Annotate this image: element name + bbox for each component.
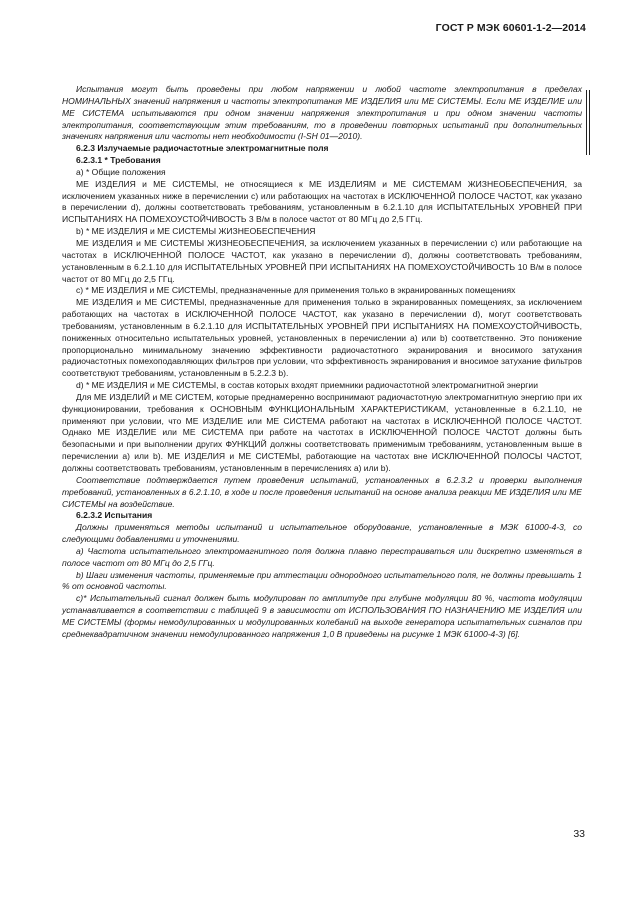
section-heading-6-2-3: 6.2.3 Излучаемые радиочастотные электромагнитные поля xyxy=(76,143,329,154)
document-code-header: ГОСТ Р МЭК 60601-1-2—2014 xyxy=(435,22,586,34)
section-heading-6-2-3-1: 6.2.3.1 * Требования xyxy=(76,155,161,166)
test-methods-paragraph: Должны применяться методы испытаний и испытательное оборудование, установленные в МЭК 61000-4-3, со следующими добавлениями и уточнениями. xyxy=(62,522,582,545)
test-item-a: а) Частота испытательного электромагнитного поля должна плавно перестраиваться или дискретно изменяться в полосе частот от 80 МГц до 2,5 ГГц. xyxy=(62,545,582,568)
page-number: 33 xyxy=(573,828,585,840)
item-b-heading: b) * МЕ ИЗДЕЛИЯ и МЕ СИСТЕМЫ ЖИЗНЕОБЕСПЕЧЕНИЯ xyxy=(76,226,316,237)
item-d-heading: d) * МЕ ИЗДЕЛИЯ и МЕ СИСТЕМЫ, в состав которых входят приемники радиочастотной электромагнитной энергии xyxy=(76,380,538,391)
item-a-heading: а) * Общие положения xyxy=(76,166,166,177)
section-heading-6-2-3-2: 6.2.3.2 Испытания xyxy=(76,510,153,521)
item-d-text: Для МЕ ИЗДЕЛИЙ и МЕ СИСТЕМ, которые преднамеренно воспринимают радиочастотную электромагнитную энергию при их функционировании, требования к ОСНОВНЫМ ФУНКЦИОНАЛЬНЫМ ХАРАКТЕРИСТИКАМ, установленные в 6.2.1.10, не применяют при условии, что МЕ ИЗДЕЛИЕ или МЕ СИСТЕМА работают на частотах в ИСКЛЮЧЕННОЙ ПОЛОСЕ ЧАСТОТ. Однако МЕ ИЗДЕЛИЕ или МЕ СИСТЕМА при работе на частотах в ИСКЛЮЧЕННОЙ ПОЛОСЕ ЧАСТОТ должны быть безопасными и при выполнении других ФУНКЦИЙ должны соответствовать применимым требованиям, установленным выше в перечислении а) или b). МЕ ИЗДЕЛИЯ и МЕ СИСТЕМЫ, работающие на частотах вне ИСКЛЮЧЕННОЙ ПОЛОСЫ ЧАСТОТ, должны соответствовать требованиям, установленным в перечислениях а) или b). xyxy=(62,391,582,473)
page-body xyxy=(62,84,582,641)
change-bar-marker xyxy=(586,90,590,155)
test-item-c: с)* Испытательный сигнал должен быть модулирован по амплитуде при глубине модуляции 80 %, частота модуляции устанавливается в соответствии с таблицей 9 в зависимости от ИСПОЛЬЗОВАНИЯ ПО НАЗНАЧЕНИЮ МЕ ИЗДЕЛИЯ или МЕ СИСТЕМЫ (формы немодулированных и модулированных колебаний на выходе генератора испытательных сигналов при среднеквадратичном значении немодулированного напряжения 1,0 В приведены на рисунке 1 МЭК 61000-4-3) [6]. xyxy=(62,593,582,639)
paragraph-test-voltage: Испытания могут быть проведены при любом напряжении и любой частоте электропитания в пределах НОМИНАЛЬНЫХ значений напряжения и частоты электропитания МЕ ИЗДЕЛИЯ или МЕ СИСТЕМЫ. Если МЕ ИЗДЕЛИЕ или МЕ СИСТЕМА испытываются при одном значении напряжения электропитания и при одном значении частоты электропитания, соответствующим этим требованиям, то в проведении повторных испытаний при дополнительных значениях напряжения или частоты нет необходимости (I-SH 01—2010). xyxy=(62,84,582,142)
compliance-paragraph: Соответствие подтверждается путем проведения испытаний, установленных в 6.2.3.2 и проверки выполнения требований, установленных в 6.2.1.10, в ходе и после проведения испытаний на основе анализа реакции МЕ ИЗДЕЛИЯ или МЕ СИСТЕМЫ на воздействие. xyxy=(62,474,582,509)
item-b-text: МЕ ИЗДЕЛИЯ и МЕ СИСТЕМЫ ЖИЗНЕОБЕСПЕЧЕНИЯ, за исключением указанных в перечислении с) или работающие на частотах в ИСКЛЮЧЕННОЙ ПОЛОСЕ ЧАСТОТ, как указано в перечислении d), должны соответствовать требованиям, установленным в 6.2.1.10 для ИСПЫТАТЕЛЬНЫХ УРОВНЕЙ ПРИ ИСПЫТАНИЯХ НА ПОМЕХОУСТОЙЧИВОСТЬ 10 В/м в полосе частот от 80 МГц до 2,5 ГГц. xyxy=(62,237,582,284)
item-a-text: МЕ ИЗДЕЛИЯ и МЕ СИСТЕМЫ, не относящиеся к МЕ ИЗДЕЛИЯМ и МЕ СИСТЕМАМ ЖИЗНЕОБЕСПЕЧЕНИЯ, за исключением указанных ниже в перечислении с) или работающих на частотах в ИСКЛЮЧЕННОЙ ПОЛОСЕ ЧАСТОТ, как указано в перечислении d), должны соответствовать требованиям, установленным в 6.2.1.10 для ИСПЫТАТЕЛЬНЫХ УРОВНЕЙ ПРИ ИСПЫТАНИЯХ НА ПОМЕХОУСТОЙЧИВОСТЬ 3 В/м в полосе частот от 80 МГц до 2,5 ГГц. xyxy=(62,178,582,225)
item-c-text: МЕ ИЗДЕЛИЯ и МЕ СИСТЕМЫ, предназначенные для применения только в экранированных помещениях, за исключением работающих на частотах в ИСКЛЮЧЕННОЙ ПОЛОСЕ ЧАСТОТ, как указано в перечислении d), могут соответствовать требованиям, установленным в 6.2.1.10 для ИСПЫТАТЕЛЬНЫХ УРОВНЕЙ ПРИ ИСПЫТАНИЯХ НА ПОМЕХОУСТОЙЧИВОСТЬ, пониженных относительно испытательных уровней, установленных в перечислении а) или b) соответственно. Это понижение пропорционально минимальному значению эффективности радиочастотного экранирования и вносимого затухания радиочастотных помехоподавляющих фильтров при условии, что эффективность экранирования и вносимое затухание фильтров соответствуют требованиям, установленным в 5.2.2.3 b). xyxy=(62,297,582,379)
test-item-b: b) Шаги изменения частоты, применяемые при аттестации однородного испытательного поля, не должны превышать 1 % от основной частоты. xyxy=(62,569,582,592)
item-c-heading: с) * МЕ ИЗДЕЛИЯ и МЕ СИСТЕМЫ, предназначенные для применения только в экранированных помещениях xyxy=(76,285,516,296)
